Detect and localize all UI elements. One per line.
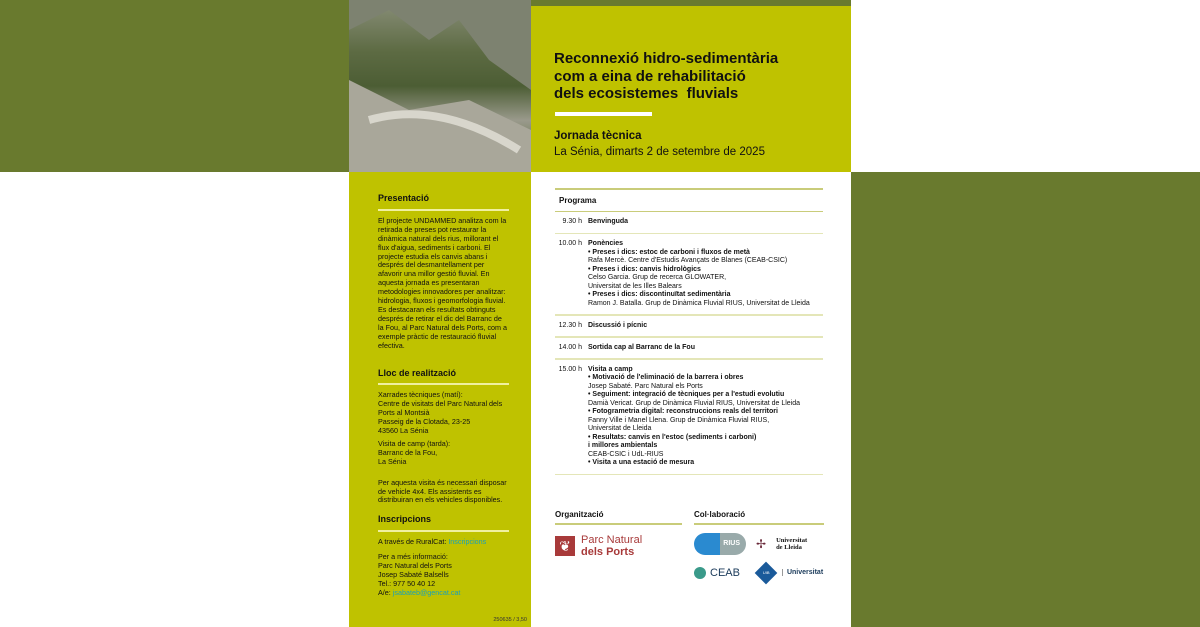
collaboracio — [694, 510, 824, 581]
presentacio-text: El projecte UNDAMMED analitza com la retirada de preses pot restaurar la dinàmica natural dels rius, millorant el flux d'aigua, sediments i carboni. El projecte estudia els canvis abans i després del desmantellament per afavorir una millor gestió fluvial. En aquesta jornada es presentaran metodologies innovadores per analitzar: hidrologia, fluxos i geomorfologia fluvial. Es destacaran els resultats obtinguts després de retirar el dic del Barranc de la Fou, al Parc Natural dels Ports, com a exemple pràctic de restauració fluvial efectiva. — [378, 215, 508, 350]
programa — [555, 188, 823, 475]
parc-name-2: dels Ports — [581, 545, 635, 558]
talk-title: • Resultats: canvis en l'estoc (sediments i carboni) — [588, 433, 757, 441]
email-line — [378, 589, 509, 598]
talk-speaker: Fanny Ville i Manel Llena. Grup de Dinàmica Fluvial RIUS, — [588, 416, 770, 424]
divider — [378, 383, 509, 385]
ceab-wave-icon — [694, 567, 706, 579]
parc-natural-logo — [555, 534, 682, 558]
talk-speaker: CEAB-CSIC i UdL-RIUS — [588, 450, 664, 458]
presentacio-heading: Presentació — [378, 193, 430, 203]
programa-title: Benvinguda — [588, 218, 629, 225]
ceab-logo: CEAB — [710, 566, 740, 579]
talk-title: i millores ambientals — [588, 442, 658, 449]
organitzacio — [555, 510, 682, 558]
text-line: Parc Natural dels Ports — [378, 561, 452, 571]
programa-title: Discussió i pícnic — [588, 321, 648, 329]
rius-logo: RIUS — [694, 533, 746, 555]
text-line: 43560 La Sénia — [378, 426, 429, 436]
programa-title: Visita a camp — [588, 365, 633, 373]
inscripcions-text — [378, 538, 509, 547]
event-place-date: La Sénia, dimarts 2 de setembre de 2025 — [554, 146, 765, 158]
divider — [378, 209, 509, 211]
programa-title: Ponències — [588, 240, 624, 247]
udl-emblem-icon: ✢ — [756, 536, 767, 551]
text-line: Josep Sabaté Balsells — [378, 570, 449, 579]
email-prefix: A/e: — [378, 587, 393, 597]
talk-speaker: Universitat de Lleida — [588, 425, 652, 432]
text-line: Tel.: 977 50 40 12 — [378, 578, 436, 588]
programa-time: 15.00 h — [558, 365, 582, 373]
talk-title: • Fotogrametria digital: reconstruccions reals del territori — [588, 408, 778, 415]
organitzacio-heading: Organització — [555, 510, 604, 519]
lloc-note: Per aquesta visita és necessari disposar de vehicle 4x4. Els assistents es distribuiran en els vehicles disponibles. — [378, 477, 507, 505]
divider — [555, 523, 682, 525]
text-line: Centre de visitats del Parc Natural dels Ports al Montsià — [378, 399, 503, 418]
programa-item — [555, 212, 823, 233]
sidebar — [349, 172, 531, 627]
talk-title: • Preses i dics: canvis hidrològics — [588, 265, 701, 273]
text-line: Xarrades tècniques (matí): — [378, 390, 463, 400]
header-strip — [531, 0, 851, 6]
header — [531, 0, 851, 172]
talk-title: • Motivació de l'eliminació de la barrera i obres — [588, 374, 744, 381]
programa-item — [555, 234, 823, 314]
lloc-heading: Lloc de realització — [378, 367, 457, 378]
talk-title: • Seguiment: integració de tècniques per a l'estudi evolutiu — [588, 391, 785, 398]
divider — [555, 112, 652, 116]
text-line: Per a més informació: — [378, 552, 448, 562]
talk-title: • Visita a una estació de mesura — [588, 459, 695, 466]
inscripcions-prefix: A través de RuralCat: — [378, 537, 449, 547]
text-line: La Sénia — [378, 456, 407, 466]
talk-speaker: Celso Garcia. Grup de recerca GLOWATER, — [588, 274, 727, 281]
talk-speaker: Universitat de les Illes Balears — [588, 282, 682, 290]
uib-abbrev: UIB — [762, 569, 770, 575]
programa-time: 14.00 h — [558, 343, 582, 351]
programa-list — [555, 212, 823, 475]
talk-title: • Preses i dics: estoc de carboni i fluxos de metà — [588, 248, 750, 256]
maple-leaf-icon: ❦ — [555, 536, 575, 556]
text-line: Barranc de la Fou, — [378, 447, 438, 457]
decor-block-right — [851, 172, 1200, 627]
divider — [555, 474, 823, 476]
programa-heading: Programa — [559, 195, 597, 205]
talk-speaker: Josep Sabaté. Parc Natural els Ports — [588, 382, 703, 390]
programa-title: Sortida cap al Barranc de la Fou — [588, 343, 695, 351]
email-link[interactable]: jsabateb@gencat.cat — [392, 587, 461, 597]
udl-name-1: Universitat — [776, 536, 808, 544]
talk-title: • Preses i dics: discontinuïtat sedimentària — [588, 291, 731, 298]
talk-speaker: Rafa Mercè. Centre d'Estudis Avançats de Blanes (CEAB-CSIC) — [588, 257, 788, 264]
uib-emblem — [755, 561, 778, 584]
lloc-afternoon — [378, 440, 509, 467]
talk-speaker: Ramon J. Batalla. Grup de Dinàmica Fluvial RIUS, Universitat de Lleida — [588, 299, 810, 307]
divider — [378, 530, 509, 532]
text-line: Passeig de la Clotada, 23-25 — [378, 417, 471, 427]
inscripcions-link[interactable]: Inscripcions — [448, 537, 487, 547]
talk-speaker: Damià Vericat. Grup de Dinàmica Fluvial RIUS, Universitat de Lleida — [588, 399, 801, 407]
uib-name: Universitat — [782, 569, 823, 576]
inscripcions-heading: Inscripcions — [378, 514, 432, 525]
divider — [694, 523, 824, 525]
programa-time: 10.00 h — [558, 240, 582, 247]
lloc-morning — [378, 391, 509, 436]
udl-name-2: de Lleida — [776, 543, 802, 551]
programa-item — [555, 338, 823, 359]
decor-block-left — [0, 0, 349, 172]
programa-time: 12.30 h — [558, 321, 582, 329]
contact-info — [378, 553, 509, 589]
parc-name-1: Parc Natural — [581, 533, 643, 546]
page-title: Reconnexió hidro-sedimentària com a eina de rehabilitació dels ecosistemes fluvials — [554, 50, 779, 102]
event-type: Jornada tècnica — [554, 130, 642, 142]
text-line: Visita de camp (tarda): — [378, 438, 451, 448]
programa-item — [555, 360, 823, 474]
programa-item — [555, 316, 823, 337]
doc-code: 250635 / 3,50 — [493, 617, 527, 624]
programa-time: 9.30 h — [562, 218, 582, 225]
collaboracio-heading: Col·laboració — [694, 510, 746, 519]
landscape-photo — [349, 0, 531, 172]
